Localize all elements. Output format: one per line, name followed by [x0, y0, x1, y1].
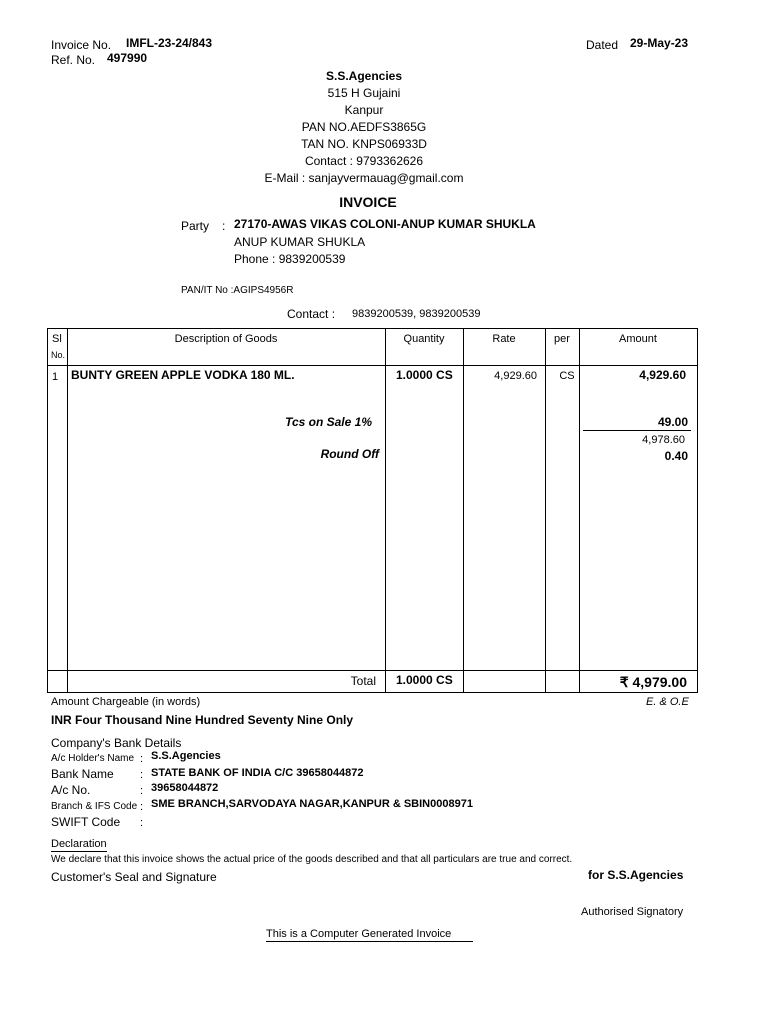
- round-off-label: Round Off: [320, 447, 379, 461]
- round-off-amount: 0.40: [664, 449, 688, 463]
- item-amount: 4,929.60: [639, 368, 686, 382]
- bank-swift-colon: :: [140, 817, 144, 829]
- authorised-signatory: Authorised Signatory: [581, 906, 684, 918]
- bank-acno-label: A/c No.: [51, 783, 91, 797]
- amount-words: INR Four Thousand Nine Hundred Seventy Nine Only: [51, 713, 354, 727]
- header-amount: Amount: [619, 333, 657, 345]
- total-amount: ₹ 4,979.00: [619, 674, 687, 690]
- ref-no-label: Ref. No.: [51, 53, 96, 67]
- bank-name: STATE BANK OF INDIA C/C 39658044872: [151, 767, 364, 779]
- item-description: BUNTY GREEN APPLE VODKA 180 ML.: [71, 368, 295, 382]
- party-contact: 9839200539, 9839200539: [352, 308, 481, 320]
- invoice-no: IMFL-23-24/843: [126, 36, 213, 50]
- ref-no: 497990: [107, 51, 148, 65]
- party-contact-label: Contact :: [287, 307, 336, 321]
- company-address-2: Kanpur: [344, 103, 384, 117]
- tcs-label: Tcs on Sale 1%: [285, 415, 372, 429]
- header-rate: Rate: [492, 333, 516, 345]
- dated-label: Dated: [586, 38, 619, 52]
- company-email: E-Mail : sanjayvermauag@gmail.com: [264, 171, 464, 185]
- invoice-title: INVOICE: [339, 194, 397, 210]
- party-person: ANUP KUMAR SHUKLA: [234, 235, 366, 249]
- company-tan: TAN NO. KNPS06933D: [301, 137, 427, 151]
- bank-branch-label: Branch & IFS Code: [51, 801, 138, 812]
- bank-title: Company's Bank Details: [51, 736, 182, 750]
- invoice-no-label: Invoice No.: [51, 38, 112, 52]
- company-address-1: 515 H Gujaini: [327, 86, 401, 100]
- bank-holder-colon: :: [140, 753, 144, 765]
- item-rate: 4,929.60: [494, 370, 537, 382]
- tcs-amount: 49.00: [657, 415, 688, 429]
- total-label: Total: [350, 674, 376, 688]
- item-sl: 1: [52, 371, 59, 383]
- customer-seal-label: Customer's Seal and Signature: [51, 870, 217, 884]
- bank-acno: 39658044872: [151, 782, 219, 794]
- bank-holder-label: A/c Holder's Name: [51, 753, 135, 764]
- header-sl: Sl: [52, 333, 62, 345]
- company-name: S.S.Agencies: [325, 69, 403, 83]
- party-name: 27170-AWAS VIKAS COLONI-ANUP KUMAR SHUKLA: [234, 217, 536, 231]
- bank-acno-colon: :: [140, 785, 144, 797]
- item-quantity: 1.0000 CS: [396, 368, 453, 382]
- amount-words-label: Amount Chargeable (in words): [51, 696, 201, 708]
- total-quantity: 1.0000 CS: [396, 673, 453, 687]
- party-phone: Phone : 9839200539: [234, 252, 346, 266]
- bank-branch-colon: :: [140, 801, 144, 813]
- party-label: Party: [181, 219, 210, 233]
- item-per: CS: [559, 370, 575, 382]
- subtotal: 4,978.60: [642, 434, 685, 446]
- header-description: Description of Goods: [174, 333, 278, 345]
- bank-branch: SME BRANCH,SARVODAYA NAGAR,KANPUR & SBIN0008971: [151, 798, 473, 810]
- declaration-title: Declaration: [51, 838, 107, 850]
- footer-note: This is a Computer Generated Invoice: [266, 928, 473, 942]
- party-colon: :: [222, 219, 226, 233]
- bank-holder: S.S.Agencies: [151, 750, 221, 762]
- for-company: for S.S.Agencies: [588, 868, 684, 882]
- party-pan: PAN/IT No :AGIPS4956R: [181, 285, 294, 296]
- bank-name-label: Bank Name: [51, 767, 114, 781]
- declaration-text: We declare that this invoice shows the actual price of the goods described and that all particulars are true and correct.: [51, 854, 573, 865]
- header-per: per: [554, 333, 570, 345]
- eoe: E. & O.E: [646, 696, 689, 708]
- bank-name-colon: :: [140, 769, 144, 781]
- bank-swift-label: SWIFT Code: [51, 815, 121, 829]
- company-contact: Contact : 9793362626: [304, 154, 424, 168]
- dated-value: 29-May-23: [630, 36, 689, 50]
- header-quantity: Quantity: [403, 333, 445, 345]
- company-pan: PAN NO.AEDFS3865G: [301, 120, 427, 134]
- header-sl-no: No.: [51, 350, 66, 360]
- company-block: [214, 68, 514, 187]
